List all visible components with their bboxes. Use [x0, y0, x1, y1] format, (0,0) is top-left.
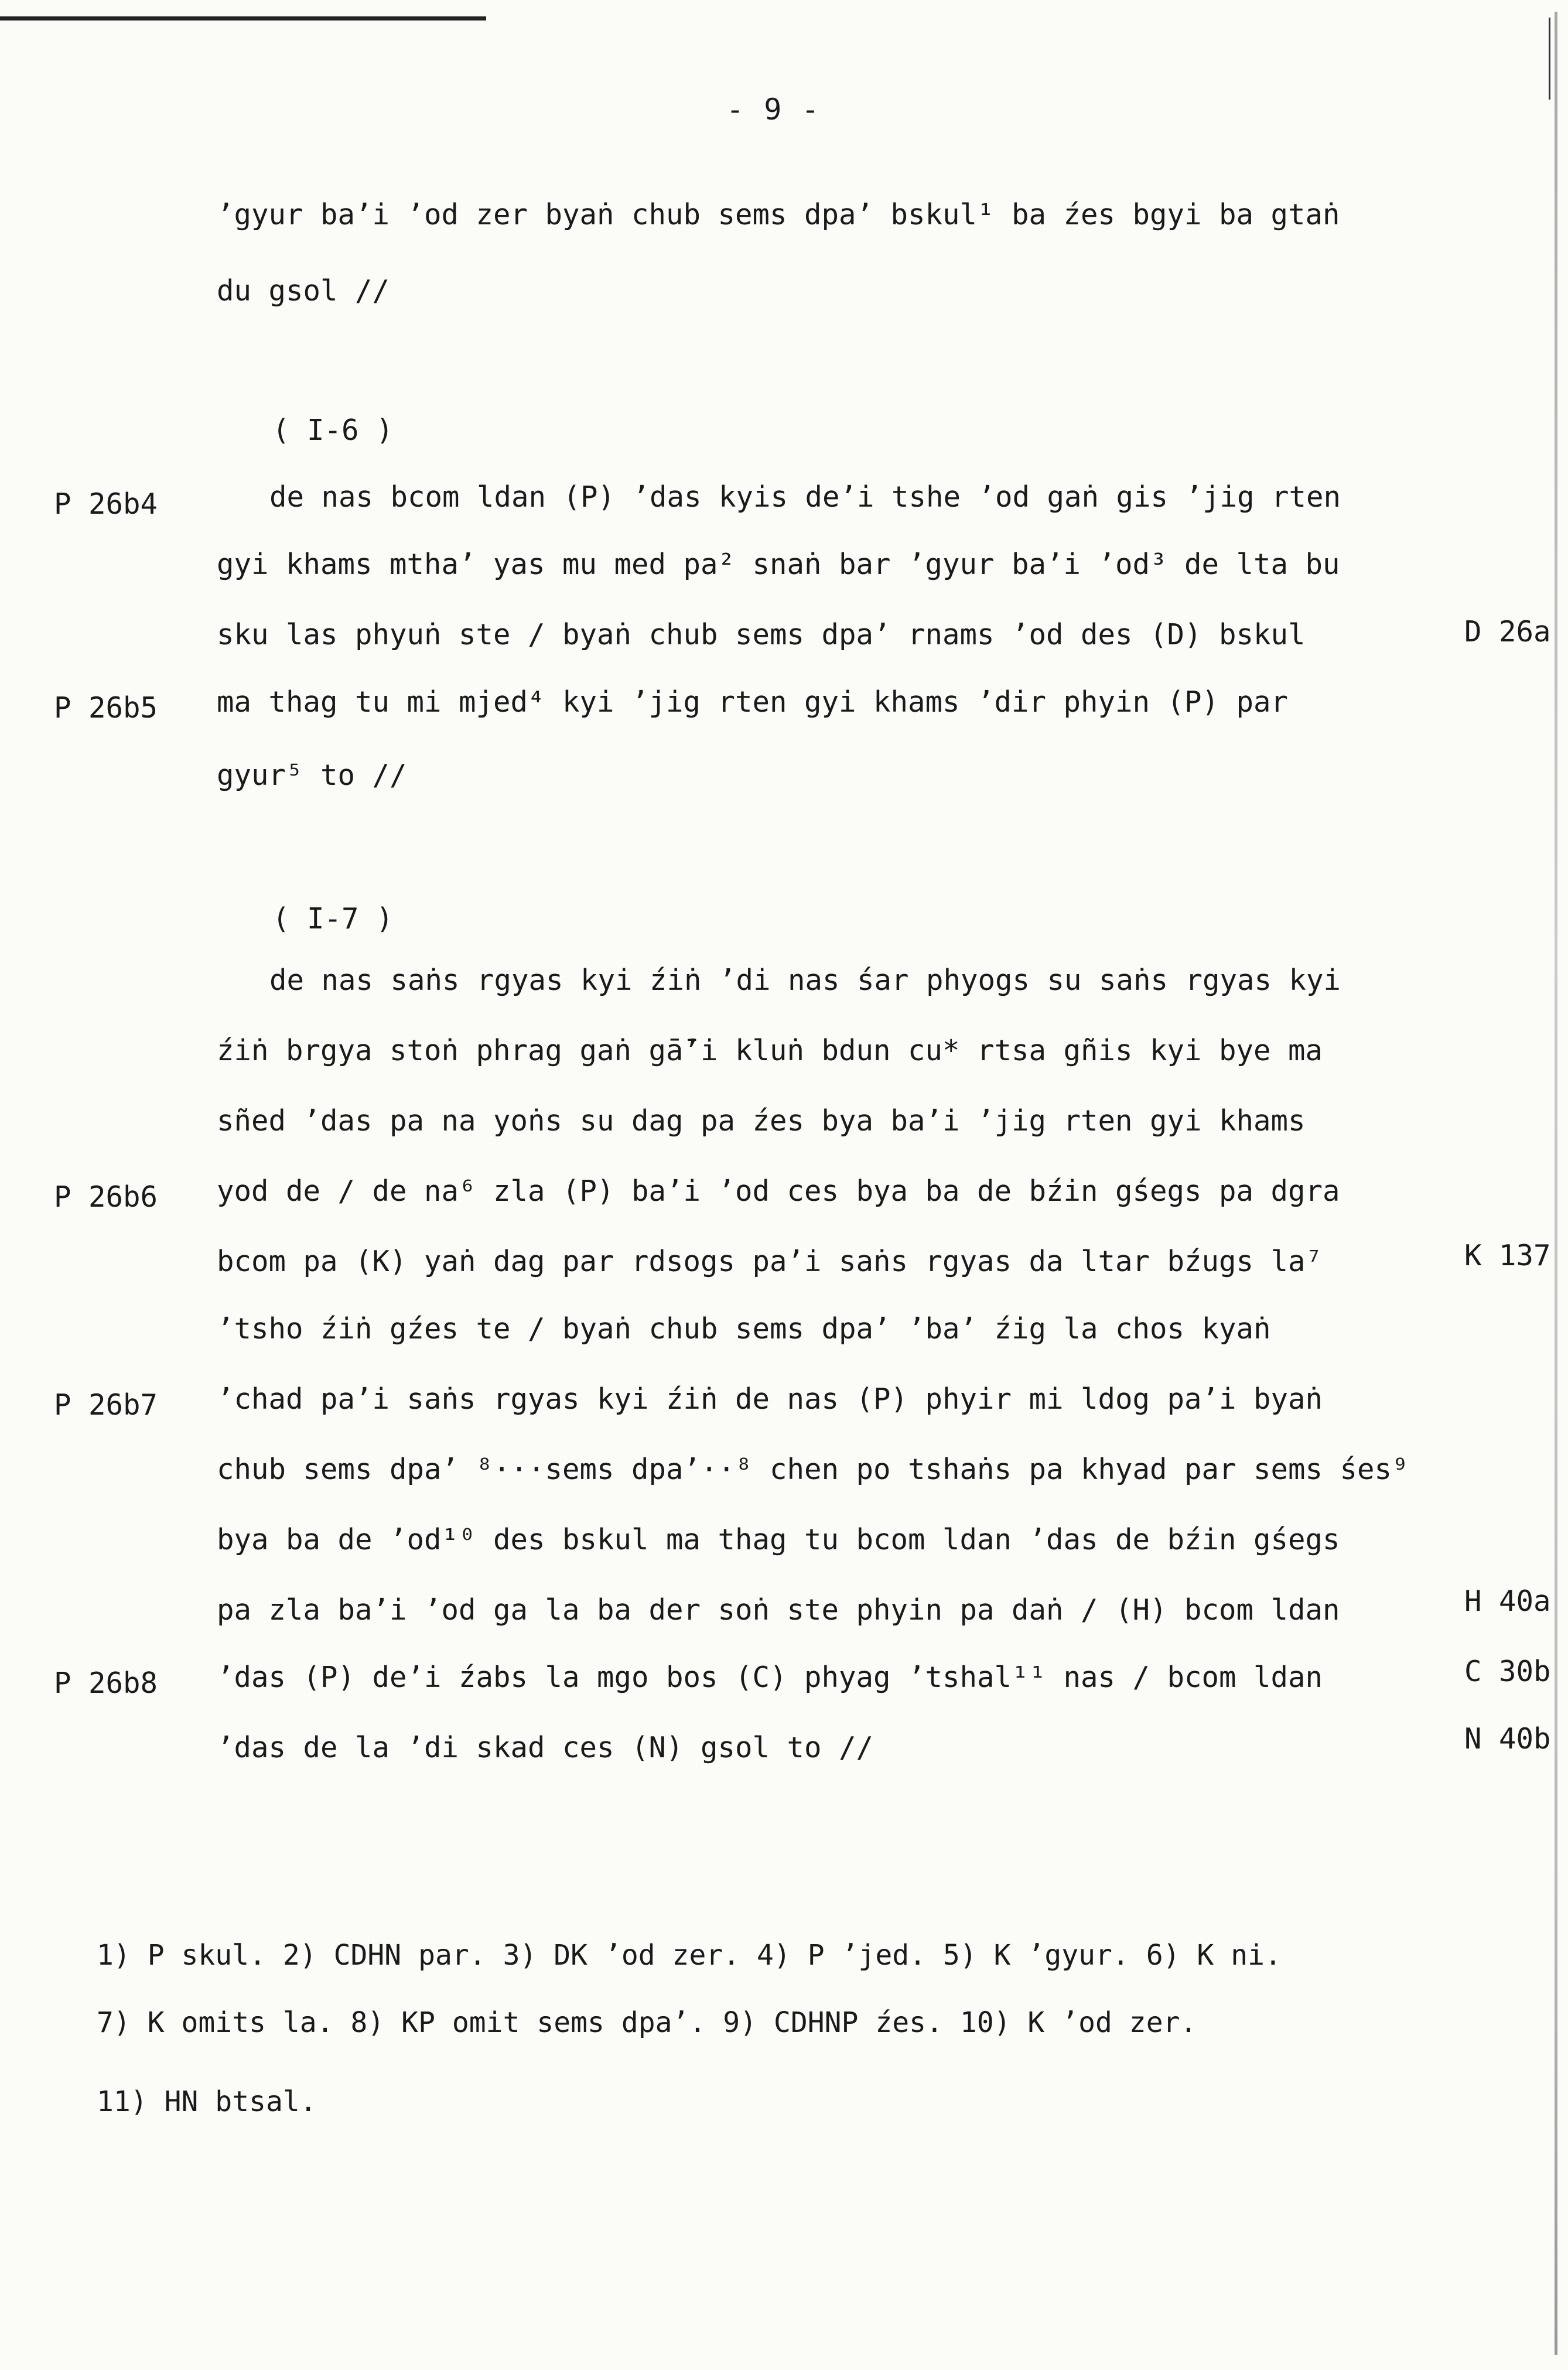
footnote-line: 7) K omits la. 8) KP omit sems dpaʼ. 9) CDHNP źes. 10) K ʼod zer.: [97, 2006, 1197, 2039]
margin-ref-left: P 26b6: [54, 1180, 158, 1214]
margin-ref-left: P 26b7: [54, 1388, 158, 1422]
margin-ref-right: N 40b: [1464, 1722, 1551, 1756]
body-line: źiṅ brgya stoṅ phrag gaṅ gā̄ʼi kluṅ bdun cu* rtsa gñis kyi bye ma: [217, 1034, 1323, 1067]
body-line: yod de / de na⁶ zla (P) baʼi ʼod ces bya ba de bźin gśegs pa dgra: [217, 1174, 1340, 1208]
body-line: ʼdas de la ʼdi skad ces (N) gsol to //: [217, 1731, 874, 1764]
body-line: de nas saṅs rgyas kyi źiṅ ʼdi nas śar phyogs su saṅs rgyas kyi: [269, 964, 1341, 997]
footnote-line: 1) P skul. 2) CDHN par. 3) DK ʼod zer. 4) P ʼjed. 5) K ʼgyur. 6) K ni.: [97, 1939, 1282, 1972]
body-line: pa zla baʼi ʼod ga la ba der soṅ ste phyin pa daṅ / (H) bcom ldan: [217, 1593, 1340, 1627]
margin-ref-right: D 26a: [1464, 615, 1551, 648]
body-line: du gsol //: [217, 274, 390, 308]
top-rule: [0, 16, 486, 21]
margin-ref-left: P 26b5: [54, 691, 158, 725]
page-number: - 9 -: [726, 93, 821, 127]
body-line: sñed ʼdas pa na yoṅs su dag pa źes bya baʼi ʼjig rten gyi khams: [217, 1104, 1306, 1138]
body-line: chub sems dpaʼ ⁸···sems dpaʼ··⁸ chen po tshaṅs pa khyad par sems śes⁹: [217, 1453, 1409, 1486]
body-line: ʼchad paʼi saṅs rgyas kyi źiṅ de nas (P) phyir mi ldog paʼi byaṅ: [217, 1382, 1323, 1416]
section-heading: ( I-7 ): [272, 902, 394, 935]
margin-ref-right: K 137: [1464, 1239, 1551, 1272]
page-edge-mark: [1549, 18, 1550, 100]
body-line: de nas bcom ldan (P) ʼdas kyis deʼi tshe ʼod gaṅ gis ʼjig rten: [269, 480, 1341, 514]
body-line: bcom pa (K) yaṅ dag par rdsogs paʼi saṅs rgyas da ltar bźugs la⁷: [217, 1245, 1323, 1278]
body-line: ʼgyur baʼi ʼod zer byaṅ chub sems dpaʼ bskul¹ ba źes bgyi ba gtaṅ: [217, 198, 1340, 231]
body-line: ma thag tu mi mjed⁴ kyi ʼjig rten gyi khams ʼdir phyin (P) par: [217, 685, 1289, 719]
body-line: gyur⁵ to //: [217, 759, 407, 792]
page-edge-shadow: [1555, 12, 1557, 2355]
body-line: gyi khams mthaʼ yas mu med pa² snaṅ bar ʼgyur baʼi ʼod³ de lta bu: [217, 548, 1340, 581]
body-line: bya ba de ʼod¹⁰ des bskul ma thag tu bcom ldan ʼdas de bźin gśegs: [217, 1523, 1340, 1556]
margin-ref-right: H 40a: [1464, 1584, 1551, 1618]
margin-ref-left: P 26b8: [54, 1666, 158, 1700]
section-heading: ( I-6 ): [272, 414, 394, 447]
margin-ref-left: P 26b4: [54, 487, 158, 521]
body-line: sku las phyuṅ ste / byaṅ chub sems dpaʼ rnams ʼod des (D) bskul: [217, 618, 1306, 651]
body-line: ʼtsho źiṅ gźes te / byaṅ chub sems dpaʼ ʼbaʼ źig la chos kyaṅ: [217, 1312, 1271, 1345]
footnote-line: 11) HN btsal.: [97, 2085, 317, 2118]
body-line: ʼdas (P) deʼi źabs la mgo bos (C) phyag ʼtshal¹¹ nas / bcom ldan: [217, 1661, 1323, 1694]
margin-ref-right: C 30b: [1464, 1655, 1551, 1688]
